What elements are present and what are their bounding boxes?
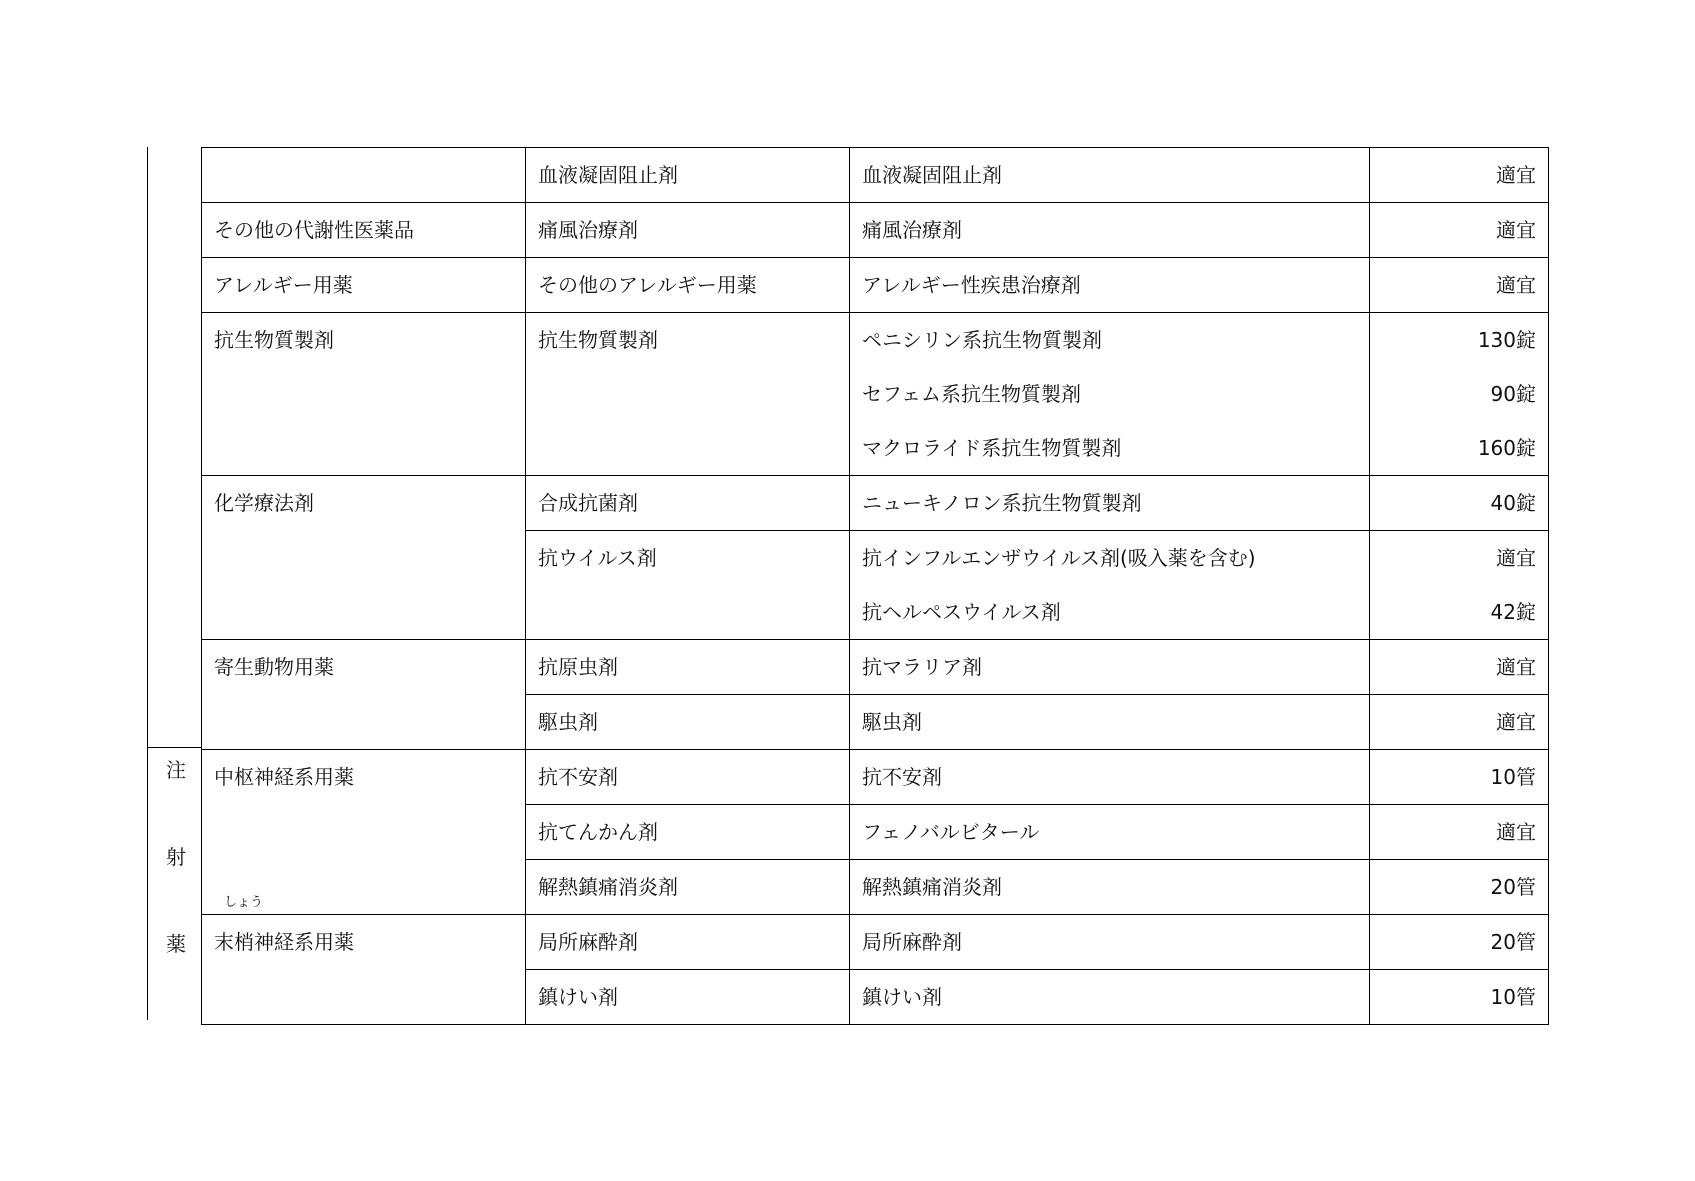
quantity-cell: [1370, 970, 1549, 1025]
category-label: その他の代謝性医薬品: [214, 218, 414, 242]
quantity-value: 適宜: [1496, 820, 1536, 844]
drug-cell: [850, 695, 1370, 750]
subcategory-label: 局所麻酔剤: [538, 930, 638, 954]
quantity-value: 130錠: [1477, 328, 1536, 352]
subcategory-label: 鎮けい剤: [538, 985, 618, 1009]
quantity-value: 160錠: [1477, 436, 1536, 460]
quantity-value: 適宜: [1496, 273, 1536, 297]
drug-name: 抗ヘルペスウイルス剤: [862, 600, 1061, 624]
quantity-value: 42錠: [1490, 600, 1536, 624]
subcategory-label: 抗てんかん剤: [538, 820, 658, 844]
quantity-value: 20管: [1490, 930, 1536, 954]
drug-cell: [850, 805, 1370, 860]
drug-name: 抗インフルエンザウイルス剤(吸入薬を含む): [862, 546, 1256, 570]
drug-cell: [850, 970, 1370, 1025]
ruby-wrap: [214, 895, 354, 969]
subcategory-label: 解熱鎮痛消炎剤: [538, 875, 678, 899]
table-row: [202, 750, 1549, 805]
category-label: 寄生動物用薬: [214, 655, 334, 679]
drug-name: 痛風治療剤: [862, 218, 962, 242]
quantity-value: 20管: [1490, 875, 1536, 899]
injection-label-char: 射: [166, 845, 186, 869]
drug-cell: [850, 640, 1370, 695]
quantity-cell: [1370, 313, 1549, 476]
quantity-value: 10管: [1490, 985, 1536, 1009]
quantity-value: 適宜: [1496, 546, 1536, 570]
kind-column-rule: [147, 147, 148, 1020]
drug-cell: [850, 860, 1370, 915]
quantity-value: 40錠: [1490, 491, 1536, 515]
subcategory-cell: [526, 750, 850, 805]
table-row: [202, 203, 1549, 258]
subcategory-cell: [526, 970, 850, 1025]
drug-name: 鎮けい剤: [862, 985, 942, 1009]
drug-name: 解熱鎮痛消炎剤: [862, 875, 1002, 899]
subcategory-label: 痛風治療剤: [538, 218, 638, 242]
subcategory-label: 駆虫剤: [538, 710, 598, 734]
subcategory-label: その他のアレルギー用薬: [538, 273, 757, 297]
quantity-cell: [1370, 203, 1549, 258]
quantity-cell: [1370, 860, 1549, 915]
drug-name: 抗不安剤: [862, 765, 942, 789]
quantity-value: 適宜: [1496, 655, 1536, 679]
subcategory-cell: [526, 805, 850, 860]
subcategory-cell: [526, 313, 850, 476]
subcategory-label: 抗ウイルス剤: [538, 546, 657, 570]
subcategory-cell: [526, 203, 850, 258]
table-row: [202, 258, 1549, 313]
drug-name: 血液凝固阻止剤: [862, 163, 1002, 187]
drug-name: ペニシリン系抗生物質製剤: [862, 328, 1102, 352]
drug-cell: [850, 531, 1370, 640]
subcategory-label: 血液凝固阻止剤: [538, 163, 678, 187]
drug-cell: [850, 148, 1370, 203]
drug-name: マクロライド系抗生物質製剤: [862, 436, 1122, 460]
subcategory-cell: [526, 695, 850, 750]
category-cell: [202, 476, 526, 640]
subcategory-cell: [526, 531, 850, 640]
quantity-cell: [1370, 258, 1549, 313]
category-label: [202, 148, 525, 202]
subcategory-label: 抗原虫剤: [538, 655, 618, 679]
quantity-cell: [1370, 750, 1549, 805]
category-cell: [202, 313, 526, 476]
injection-label-char: 薬: [166, 932, 186, 956]
quantity-cell: [1370, 640, 1549, 695]
quantity-value: 適宜: [1496, 710, 1536, 734]
drug-cell: [850, 915, 1370, 970]
quantity-value: 適宜: [1496, 218, 1536, 242]
category-label: 中枢神経系用薬: [214, 765, 354, 789]
drug-name: ニューキノロン系抗生物質製剤: [862, 491, 1142, 515]
category-cell: [202, 895, 526, 1025]
subcategory-cell: [526, 640, 850, 695]
subcategory-label: 合成抗菌剤: [538, 491, 638, 515]
category-label: 化学療法剤: [214, 491, 314, 515]
injection-label-char: 注: [166, 758, 186, 782]
quantity-cell: [1370, 695, 1549, 750]
quantity-value: 10管: [1490, 765, 1536, 789]
quantity-cell: [1370, 476, 1549, 531]
quantity-value: 90錠: [1490, 382, 1536, 406]
drug-cell: [850, 313, 1370, 476]
kind-column-divider: [147, 747, 201, 748]
quantity-cell: [1370, 531, 1549, 640]
drug-name: アレルギー性疾患治療剤: [862, 273, 1081, 297]
drug-name: セフェム系抗生物質製剤: [862, 382, 1081, 406]
category-cell: [202, 750, 526, 915]
category-label: 抗生物質製剤: [214, 328, 334, 352]
category-label: アレルギー用薬: [214, 273, 353, 297]
table-row: [202, 640, 1549, 695]
drug-name: 駆虫剤: [862, 710, 922, 734]
medicine-table: [201, 147, 1549, 1025]
category-label-wrap: [202, 895, 525, 969]
table-row: [202, 148, 1549, 203]
subcategory-cell: [526, 860, 850, 915]
subcategory-label: 抗生物質製剤: [538, 328, 658, 352]
drug-name: 抗マラリア剤: [862, 655, 982, 679]
subcategory-label: 抗不安剤: [538, 765, 618, 789]
category-cell: [202, 640, 526, 750]
category-cell: [202, 148, 526, 203]
subcategory-cell: [526, 915, 850, 970]
table-row: [202, 915, 1549, 970]
drug-cell: [850, 203, 1370, 258]
table-row: [202, 313, 1549, 476]
category-cell: [202, 203, 526, 258]
drug-cell: [850, 750, 1370, 805]
subcategory-cell: [526, 476, 850, 531]
subcategory-cell: [526, 258, 850, 313]
furigana: しょう: [224, 895, 264, 910]
quantity-value: 適宜: [1496, 163, 1536, 187]
drug-name: 局所麻酔剤: [862, 930, 962, 954]
quantity-cell: [1370, 148, 1549, 203]
drug-cell: [850, 476, 1370, 531]
subcategory-cell: [526, 148, 850, 203]
table-row: [202, 476, 1549, 531]
drug-name: フェノバルビタール: [862, 820, 1040, 844]
category-label: 末梢神経系用薬: [214, 930, 354, 954]
category-cell: [202, 258, 526, 313]
quantity-cell: [1370, 805, 1549, 860]
drug-cell: [850, 258, 1370, 313]
quantity-cell: [1370, 915, 1549, 970]
